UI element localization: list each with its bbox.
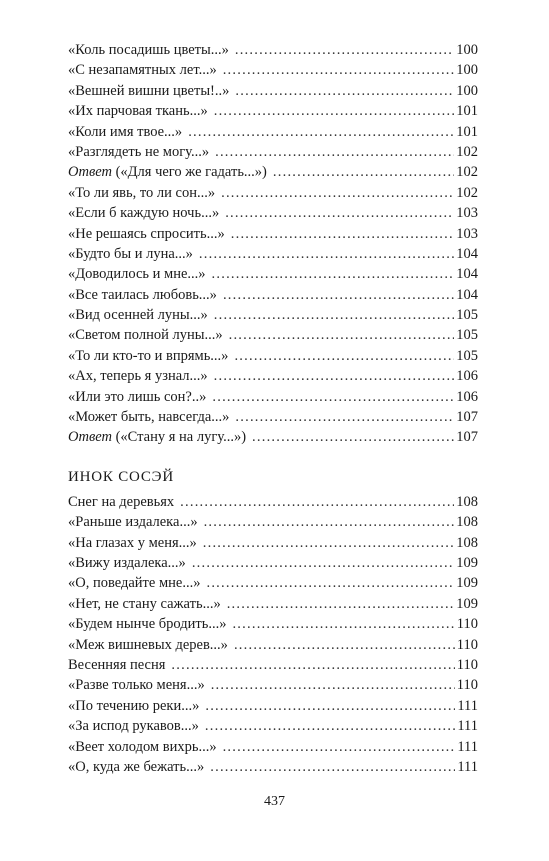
toc-entry-page-number: 105 (456, 347, 478, 364)
toc-list-part1 (68, 40, 478, 448)
dot-leader (214, 366, 455, 386)
toc-entry-page-number: 109 (456, 554, 478, 571)
toc-entry-text: «На глазах у меня...» (68, 534, 197, 551)
toc-entry-title (68, 655, 165, 675)
toc-entry (68, 737, 478, 757)
toc-entry-title (68, 60, 217, 80)
toc-entry (68, 512, 478, 532)
toc-entry-page-number: 104 (456, 286, 478, 303)
toc-entry-page-number: 109 (456, 575, 478, 592)
toc-entry (68, 122, 478, 142)
toc-entry-text: «Может быть, навсегда...» (68, 409, 230, 426)
toc-entry-text: «Раньше издалека...» (68, 514, 198, 531)
toc-entry-text: «Коли имя твое...» (68, 123, 183, 140)
toc-entry (68, 407, 478, 427)
dot-leader (223, 60, 455, 80)
dot-leader (206, 573, 454, 593)
page-number-footer: 437 (264, 794, 285, 809)
toc-entry-text: («Для чего же гадать...») (111, 164, 267, 181)
toc-entry-text: «Коль посадишь цветы...» (68, 42, 229, 58)
toc-entry-title (68, 757, 204, 777)
dot-leader (180, 492, 454, 512)
toc-entry-title (68, 553, 186, 573)
toc-entry-title (68, 675, 205, 695)
toc-entry-title (68, 122, 182, 142)
toc-entry (68, 716, 478, 736)
toc-entry-title (68, 162, 267, 182)
toc-entry-page-number: 108 (456, 534, 478, 551)
dot-leader (214, 305, 454, 325)
dot-leader (227, 594, 455, 614)
dot-leader (231, 224, 455, 244)
toc-entry (68, 101, 478, 121)
dot-leader (205, 716, 455, 736)
toc-entry-title (68, 366, 208, 386)
dot-leader (252, 427, 454, 447)
dot-leader (199, 244, 454, 264)
toc-entry-title (68, 142, 209, 162)
toc-entry-text: Весенняя песня (68, 656, 166, 673)
toc-entry (68, 285, 478, 305)
toc-entry-page-number: 111 (457, 718, 478, 735)
toc-entry (68, 305, 478, 325)
toc-entry-text: «Меж вишневых дерев...» (68, 636, 228, 653)
toc-entry-text: Снег на деревьях (68, 493, 175, 510)
toc-entry-text: «Если б каждую ночь...» (68, 205, 220, 222)
toc-entry-page-number: 100 (456, 42, 478, 58)
toc-entry-page-number: 108 (456, 514, 478, 531)
toc-entry-text: «О, поведайте мне...» (68, 575, 201, 592)
toc-entry-title (68, 594, 221, 614)
dot-leader (235, 40, 454, 60)
dot-leader (192, 553, 454, 573)
toc-entry-text: «С незапамятных лет...» (68, 62, 217, 79)
toc-entry (68, 387, 478, 407)
toc-entry-title (68, 203, 219, 223)
toc-entry-page-number: 105 (456, 327, 478, 344)
toc-entry (68, 594, 478, 614)
toc-entry-page-number: 110 (456, 656, 478, 673)
toc-entry (68, 675, 478, 695)
dot-leader (221, 183, 454, 203)
toc-entry-title (68, 387, 206, 407)
toc-entry-title (68, 635, 228, 655)
toc-list-part2 (68, 492, 478, 777)
toc-entry (68, 346, 478, 366)
toc-entry-page-number: 111 (457, 758, 478, 775)
toc-entry-title (68, 346, 228, 366)
toc-entry-lead: Ответ (68, 429, 112, 446)
toc-entry-title (68, 512, 198, 532)
toc-entry-text: «Не решаясь спросить...» (68, 225, 225, 242)
toc-entry-title (68, 285, 217, 305)
toc-entry-text: «То ли кто-то и впрямь...» (68, 347, 229, 364)
toc-entry-text: «Веет холодом вихрь...» (68, 738, 217, 755)
toc-entry (68, 142, 478, 162)
toc-entry-title (68, 81, 229, 101)
toc-entry-text: «О, куда же бежать...» (68, 758, 205, 775)
toc-entry (68, 614, 478, 634)
toc-entry-text: «Или это лишь сон?..» (68, 388, 207, 405)
toc-entry-page-number: 106 (456, 388, 478, 405)
toc-entry-page-number: 102 (456, 143, 478, 160)
toc-entry-text: «По течению реки...» (68, 697, 200, 714)
dot-leader (212, 264, 455, 284)
toc-entry (68, 427, 478, 447)
toc-entry-page-number: 110 (456, 616, 478, 633)
toc-entry-text: «Светом полной луны...» (68, 327, 223, 344)
toc-entry-title (68, 40, 229, 60)
toc-entry (68, 183, 478, 203)
dot-leader (205, 696, 455, 716)
dot-leader (273, 162, 454, 182)
toc-entry-page-number: 101 (456, 103, 478, 120)
dot-leader (225, 203, 454, 223)
dot-leader (214, 101, 455, 121)
toc-entry-page-number: 101 (456, 123, 478, 140)
toc-entry-title (68, 305, 208, 325)
toc-entry-text: «За испод рукавов...» (68, 718, 199, 735)
toc-entry-page-number: 108 (456, 493, 478, 510)
toc-entry (68, 60, 478, 80)
toc-entry-title (68, 224, 225, 244)
toc-entry-text: («Стану я на лугу...») (111, 429, 247, 446)
toc-entry (68, 696, 478, 716)
toc-entry-page-number: 110 (456, 677, 478, 694)
toc-entry (68, 40, 478, 60)
toc-entry (68, 533, 478, 553)
toc-entry (68, 264, 478, 284)
toc-entry-page-number: 110 (456, 636, 478, 653)
toc-entry-text: «Ах, теперь я узнал...» (68, 368, 208, 385)
toc-entry-page-number: 106 (456, 368, 478, 385)
toc-entry (68, 553, 478, 573)
toc-entry-title (68, 244, 193, 264)
toc-entry-text: «Будем нынче бродить...» (68, 616, 227, 633)
toc-entry-title (68, 716, 199, 736)
toc-entry-page-number: 111 (457, 697, 478, 714)
toc-entry (68, 325, 478, 345)
toc-entry-title (68, 533, 197, 553)
toc-entry-page-number: 102 (456, 184, 478, 201)
toc-entry-title (68, 264, 206, 284)
toc-entry-lead: Ответ (68, 164, 112, 181)
toc-entry-title (68, 325, 223, 345)
toc-entry (68, 366, 478, 386)
dot-leader (204, 512, 455, 532)
toc-entry-page-number: 100 (456, 82, 478, 99)
toc-entry-text: «Все таилась любовь...» (68, 286, 217, 303)
toc-entry (68, 492, 478, 512)
toc-entry-page-number: 103 (456, 205, 478, 222)
toc-entry-text: «Разглядеть не могу...» (68, 143, 210, 160)
toc-entry-title (68, 183, 215, 203)
toc-entry-title (68, 407, 229, 427)
dot-leader (215, 142, 454, 162)
toc-entry-text: «Вид осенней луны...» (68, 307, 208, 324)
dot-leader (234, 346, 454, 366)
toc-entry-text: «То ли явь, то ли сон...» (68, 184, 216, 201)
dot-leader (188, 122, 454, 142)
toc-entry-page-number: 103 (456, 225, 478, 242)
toc-entry-title (68, 696, 199, 716)
toc-entry-page-number: 102 (456, 164, 478, 181)
toc-entry-page-number: 104 (456, 266, 478, 283)
toc-entry-title (68, 492, 174, 512)
dot-leader (235, 81, 454, 101)
toc-entry (68, 203, 478, 223)
toc-entry-title (68, 101, 208, 121)
toc-entry-page-number: 100 (456, 62, 478, 79)
toc-entry (68, 81, 478, 101)
dot-leader (171, 655, 454, 675)
toc-entry-text: «Нет, не стану сажать...» (68, 595, 221, 612)
dot-leader (211, 675, 455, 695)
toc-entry-page-number: 105 (456, 307, 478, 324)
toc-entry (68, 655, 478, 675)
toc-entry-text: «Вешней вишни цветы!..» (68, 82, 230, 99)
toc-entry-page-number: 109 (456, 595, 478, 612)
dot-leader (223, 285, 454, 305)
toc-entry (68, 573, 478, 593)
toc-entry-page-number: 104 (456, 245, 478, 262)
toc-entry-title (68, 573, 200, 593)
toc-page (68, 40, 478, 777)
toc-entry (68, 244, 478, 264)
dot-leader (223, 737, 456, 757)
section-heading: ИНОК СОСЭЙ (68, 468, 175, 485)
dot-leader (234, 635, 455, 655)
dot-leader (235, 407, 454, 427)
toc-entry-page-number: 111 (457, 738, 478, 755)
toc-entry-text: «Будто бы и луна...» (68, 245, 193, 262)
toc-entry-page-number: 107 (456, 409, 478, 426)
toc-entry-title (68, 427, 246, 447)
toc-entry-title (68, 614, 226, 634)
toc-entry (68, 162, 478, 182)
toc-entry (68, 757, 478, 777)
toc-entry-text: «Разве только меня...» (68, 677, 205, 694)
toc-entry-page-number: 107 (456, 429, 478, 446)
toc-entry (68, 224, 478, 244)
toc-entry (68, 635, 478, 655)
toc-entry-text: «Доводилось и мне...» (68, 266, 206, 283)
dot-leader (232, 614, 454, 634)
dot-leader (229, 325, 455, 345)
dot-leader (210, 757, 455, 777)
toc-entry-text: «Их парчовая ткань...» (68, 103, 208, 120)
toc-entry-text: «Вижу издалека...» (68, 554, 186, 571)
dot-leader (212, 387, 454, 407)
dot-leader (203, 533, 455, 553)
toc-entry-title (68, 737, 217, 757)
